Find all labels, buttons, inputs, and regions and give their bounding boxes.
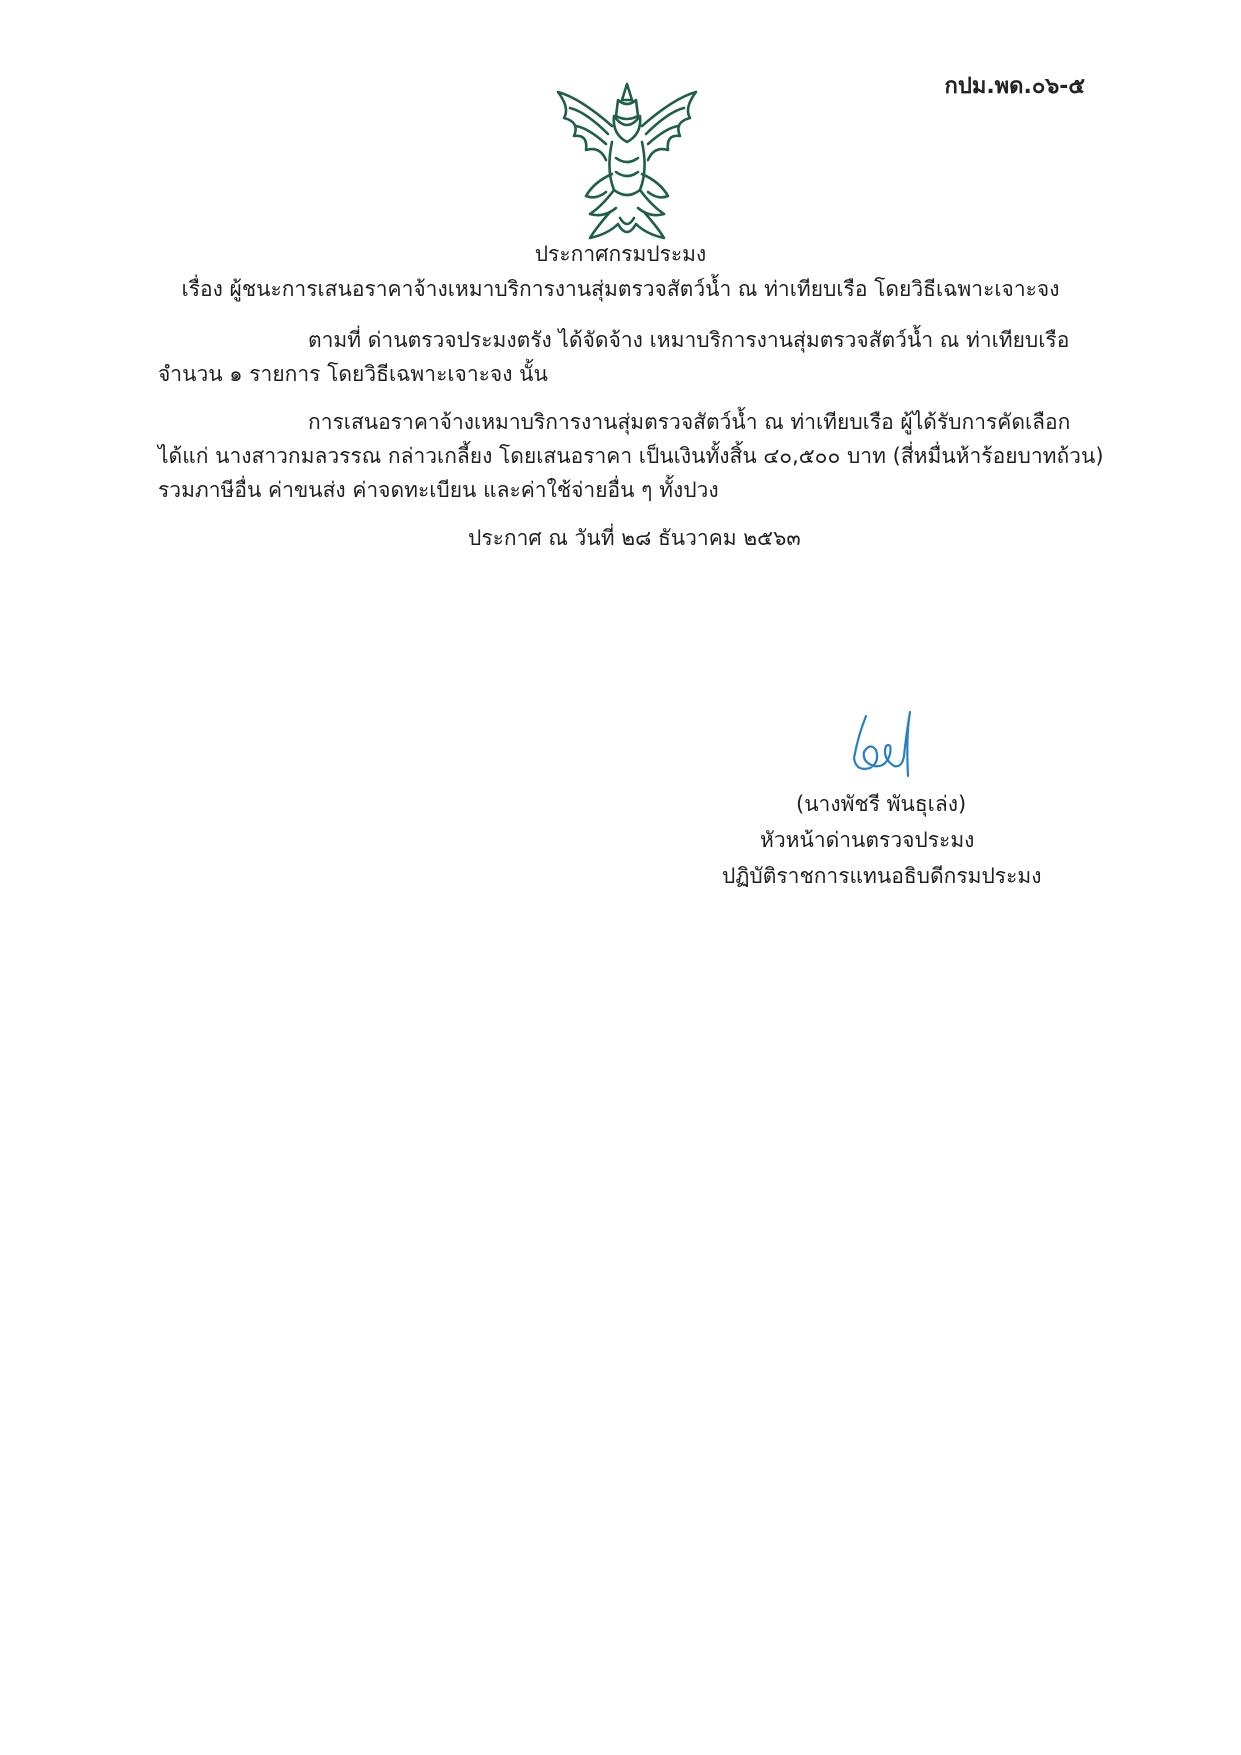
signer-name: (นางพัชรี พันธุเล่ง)	[796, 792, 967, 816]
paragraph-2-line-3: รวมภาษีอื่น ค่าขนส่ง ค่าจดทะเบียน และค่าใช้จ่ายอื่น ๆ ทั้งปวง	[158, 478, 719, 502]
signature-icon	[846, 706, 916, 786]
paragraph-1-line-2: จำนวน ๑ รายการ โดยวิธีเฉพาะเจาะจง นั้น	[158, 362, 548, 386]
signer-position-2: ปฏิบัติราชการแทนอธิบดีกรมประมง	[722, 864, 1042, 888]
paragraph-2-line-1: การเสนอราคาจ้างเหมาบริการงานสุ่มตรวจสัตว์น้ำ ณ ท่าเทียบเรือ ผู้ได้รับการคัดเลือก	[308, 410, 1071, 434]
paragraph-2-line-2: ได้แก่ นางสาวกมลวรรณ กล่าวเกลี้ยง โดยเสนอราคา เป็นเงินทั้งสิ้น ๔๐,๕๐๐ บาท (สี่หมื่นห้าร้อยบาทถ้วน)	[158, 444, 1104, 468]
paragraph-1-line-1: ตามที่ ด่านตรวจประมงตรัง ได้จัดจ้าง เหมาบริการงานสุ่มตรวจสัตว์น้ำ ณ ท่าเทียบเรือ	[308, 328, 1070, 352]
form-code: กปม.พด.๐๖-๕	[944, 74, 1085, 99]
garuda-emblem-icon	[550, 78, 704, 246]
document-title: ประกาศกรมประมง	[534, 242, 707, 266]
document-subject: เรื่อง ผู้ชนะการเสนอราคาจ้างเหมาบริการงานสุ่มตรวจสัตว์น้ำ ณ ท่าเทียบเรือ โดยวิธีเฉพาะเจาะจง	[181, 277, 1060, 301]
announce-date: ประกาศ ณ วันที่ ๒๘ ธันวาคม ๒๕๖๓	[468, 526, 801, 550]
signer-position-1: หัวหน้าด่านตรวจประมง	[760, 828, 975, 852]
